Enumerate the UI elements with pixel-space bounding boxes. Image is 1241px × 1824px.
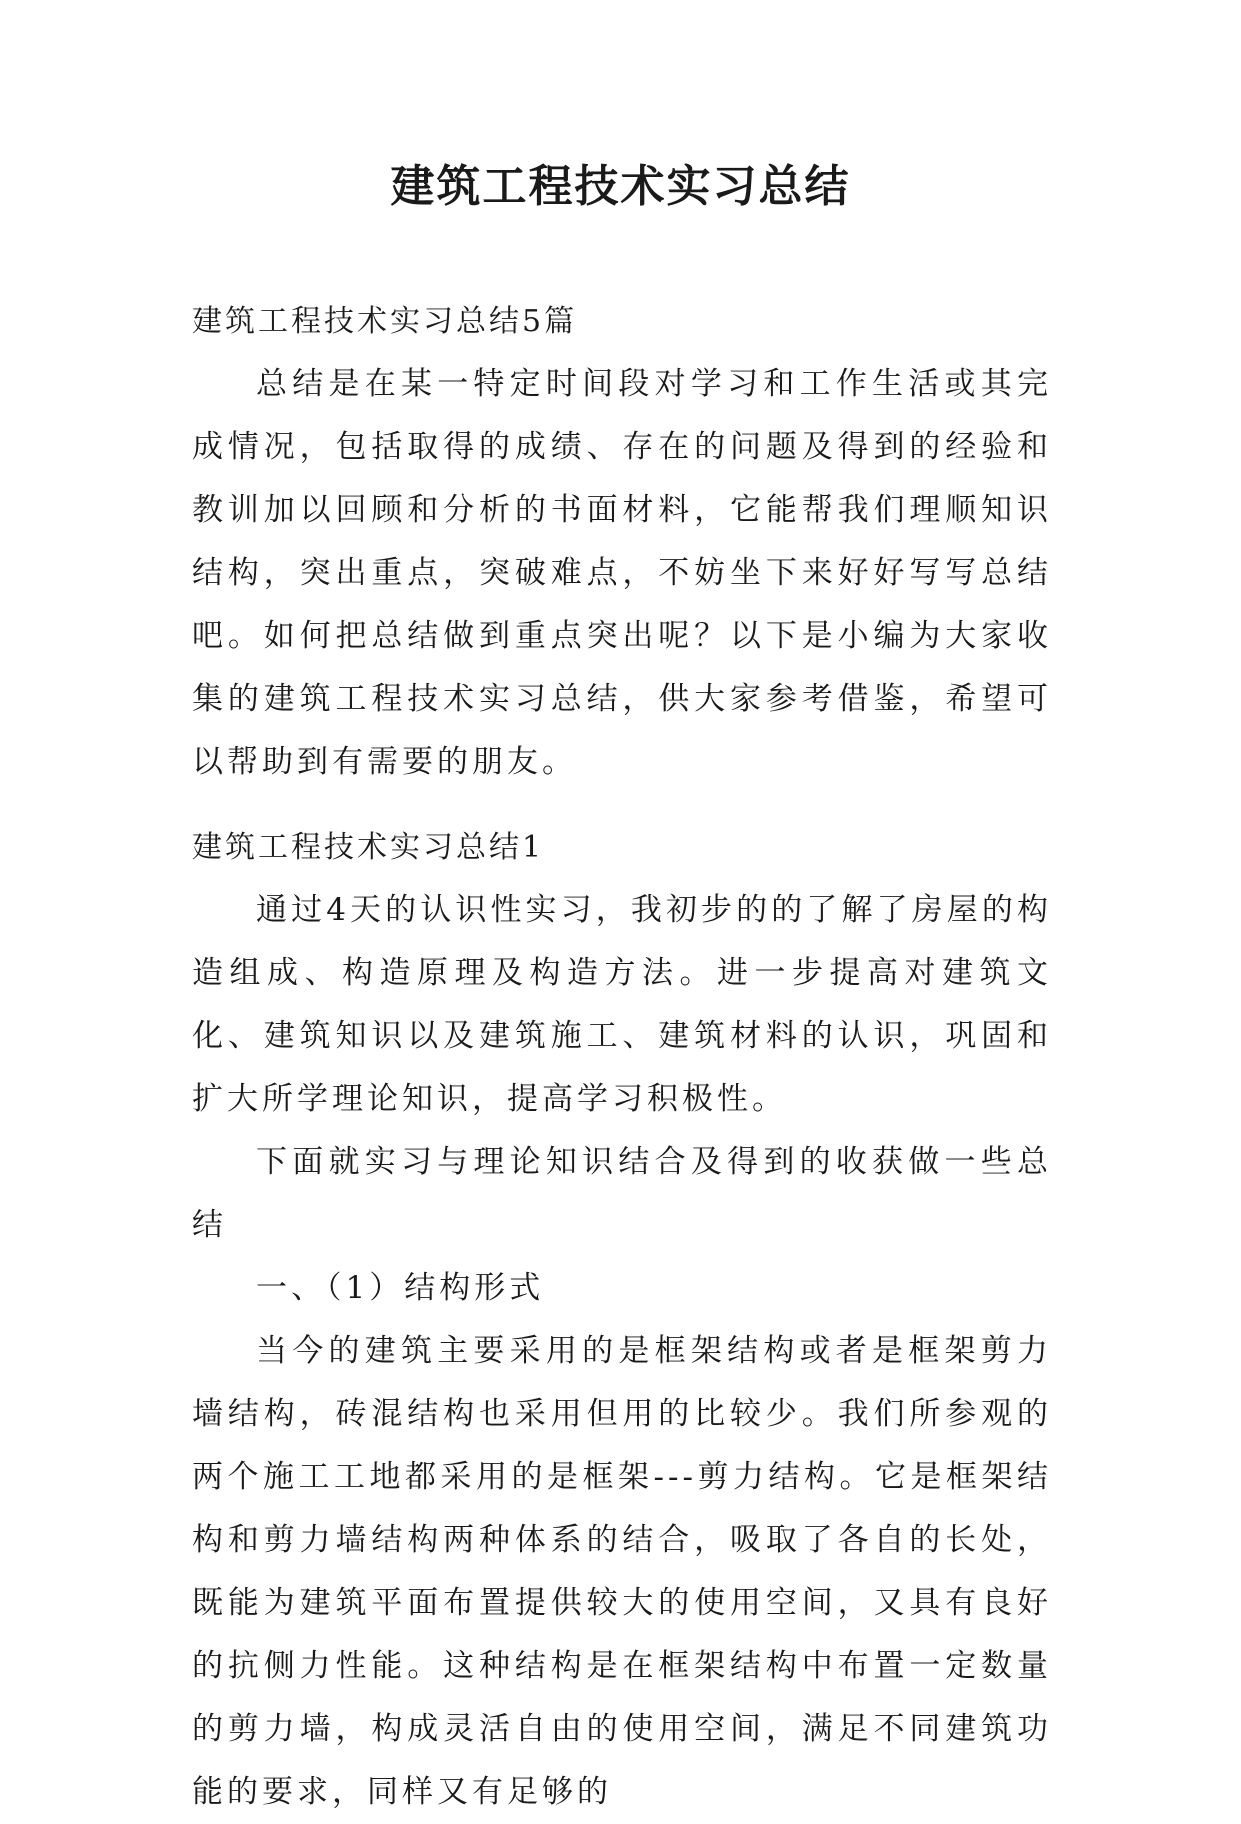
body-paragraph: 通过4天的认识性实习，我初步的的了解了房屋的构造组成、构造原理及构造方法。进一步提高对建筑文化、建筑知识以及建筑施工、建筑材料的认识，巩固和扩大所学理论知识，提高学习积极性。: [192, 892, 1052, 1117]
body-paragraph: 下面就实习与理论知识结合及得到的收获做一些总结: [192, 1144, 1052, 1243]
document-title: 建筑工程技术实习总结: [390, 161, 851, 212]
document-subtitle: 建筑工程技术实习总结5篇: [192, 304, 578, 339]
document-body: [192, 290, 1052, 1824]
intro-paragraph: 总结是在某一特定时间段对学习和工作生活或其完成情况，包括取得的成绩、存在的问题及得到的经验和教训加以回顾和分析的书面材料，它能帮我们理顺知识结构，突出重点，突破难点，不妨坐下来好好写写总结吧。如何把总结做到重点突出呢？以下是小编为大家收集的建筑工程技术实习总结，供大家参考借鉴，希望可以帮助到有需要的朋友。: [192, 366, 1052, 780]
section-heading: 建筑工程技术实习总结1: [192, 830, 545, 865]
section-gap: [192, 794, 1052, 816]
body-paragraph: 当今的建筑主要采用的是框架结构或者是框架剪力墙结构，砖混结构也采用但用的比较少。我们所参观的两个施工工地都采用的是框架---剪力结构。它是框架结构和剪力墙结构两种体系的结合，吸取了各自的长处，既能为建筑平面布置提供较大的使用空间，又具有良好的抗侧力性能。这种结构是在框架结构中布置一定数量的剪力墙，构成灵活自由的使用空间，满足不同建筑功能的要求，同样又有足够的: [192, 1333, 1052, 1810]
subsection-heading: 一、（1）结构形式: [256, 1270, 545, 1306]
